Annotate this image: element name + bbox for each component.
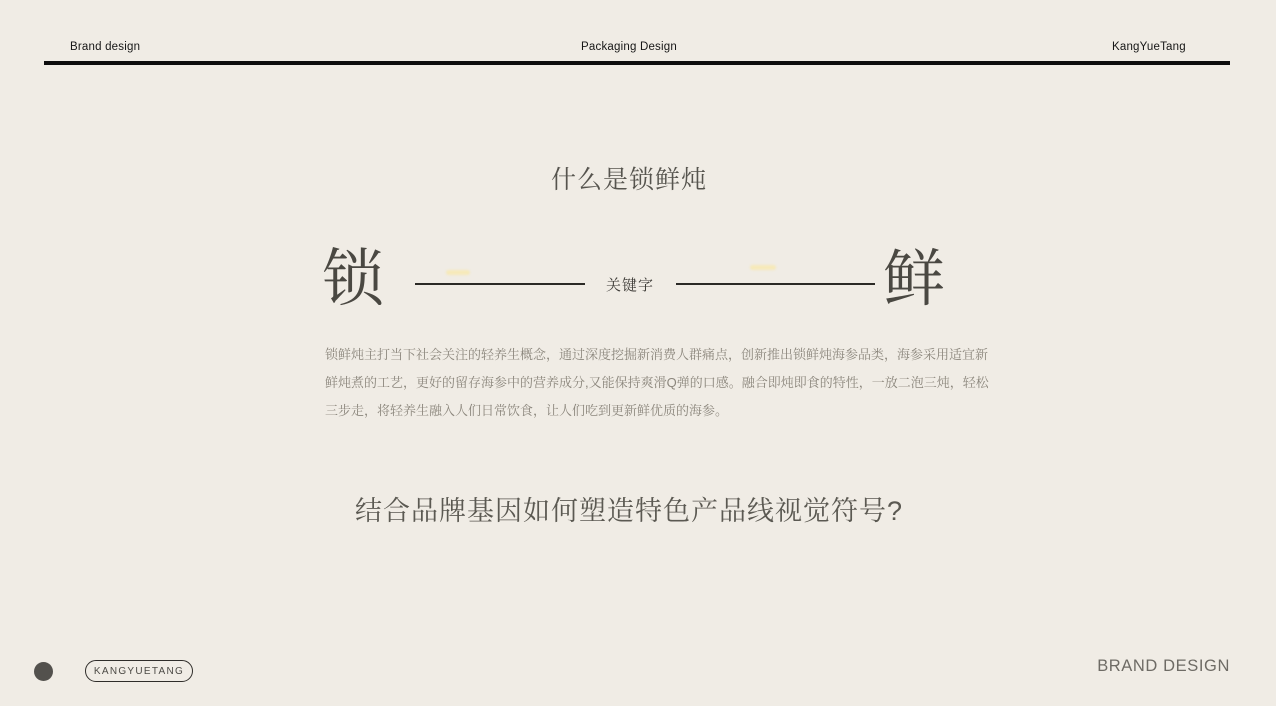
keyword-label: 关键字 xyxy=(605,277,655,294)
section-title: 什么是锁鲜炖 xyxy=(550,166,707,194)
paragraph-line: 锁鲜炖主打当下社会关注的轻养生概念，通过深度挖掘新消费人群痛点，创新推出锁鲜炖海参品类，海参采用适宜新 xyxy=(325,347,989,362)
footer-brand-label: BRAND DESIGN xyxy=(1097,657,1230,675)
question-heading: 结合品牌基因如何塑造特色产品线视觉符号? xyxy=(354,496,903,526)
header-left-label: Brand design xyxy=(70,41,141,53)
footer-badge-label: KANGYUETANG xyxy=(93,665,185,677)
paragraph-line: 三步走，将轻养生融入人们日常饮食，让人们吃到更新鲜优质的海参。 xyxy=(325,403,729,418)
footer-dot-icon xyxy=(34,662,53,681)
header-right-label: KangYueTang xyxy=(1112,41,1186,53)
highlight-mark-left xyxy=(446,270,470,275)
header-center-label: Packaging Design xyxy=(581,41,677,53)
paragraph-line: 鲜炖煮的工艺，更好的留存海参中的营养成分,又能保持爽滑Q弹的口感。融合即炖即食的特性，一放二泡三炖，轻松 xyxy=(325,375,989,390)
keyword-connector-line-left xyxy=(415,283,585,285)
keyword-connector-line-right xyxy=(676,283,875,285)
description-paragraph xyxy=(325,341,989,425)
keyword-character-right: 鲜 xyxy=(883,245,946,314)
footer-logo-badge xyxy=(85,660,193,682)
highlight-mark-right xyxy=(750,265,776,270)
keyword-character-left: 锁 xyxy=(322,245,385,314)
header-divider-rule xyxy=(44,61,1230,65)
